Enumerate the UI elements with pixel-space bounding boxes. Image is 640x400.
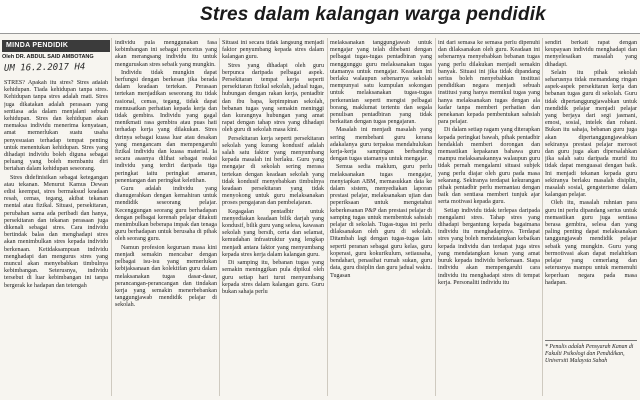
article-paragraph: Masalah ini menjadi masalah yang sering membebani guru kerana adakalanya guru terpaksa mendahulukan kerja-kerja sampingan berbanding dengan tugas utamanya untuk mengajar. [330, 127, 432, 163]
article-paragraph: Individu tidak mungkin dapat berfungsi dengan berkesan jika berada dalam keadaan tertekan. Perasaan tertekan menjadikan seseorang itu tidak rasional, cemas, tegang, tidak dapat memusatkan perhatian kepada kerja dan tidak gembira. Individu yang gagal menikmati rasa gembira atau puas hati terhadap kerja yang dilakukan. Stres dirinya sebagai kuasa luar atau desakan yang mengancam dan mempengaruhi fizikal individu dan kuasa material. Ia secara asasnya dilihat sebagai reaksi individu yang terdiri daripada tiga peringkat iaitu peringkat amaran, penentangan dan peringkat keletihan. [115, 69, 217, 184]
column-divider [542, 38, 543, 396]
author-footnote: * Penulis adalah Pensyarah Kanan di Fakulti Psikologi dan Pendidikan, Universiti Malaysia Sabah [545, 344, 634, 364]
footnote-rule [545, 340, 637, 341]
article-paragraph: Stres didefinisikan sebagai ketegangan atau tekanan. Menurut Kamus Dewan edisi keempat, stres bermaksud keadaan resah, cemas, tegang, akibat tekanan mental atau fizikal. Situasi, persekitaran, perubahan sama ada peribadi dan hanya, persekitaran dan tekanan perasaan juga dikenali sebagai stres. Cara individu bertindak balas dan menghadapi stres akan menimbulkan stres kepada individu berkenaan. Ketidaksampuan individu menghadapi dan mengurus stres yang muncul akan menyebabkan timbulnya kebimbangan. Seterusnya, individu tersebut di luar kebimbangan ini tanpa bergerak ke hadapan dan tetengah [4, 174, 108, 289]
author-byline: Oleh DR. ABDUL SAID AMBOTANG [2, 54, 94, 60]
section-banner: MINDA PENDIDIK [2, 40, 110, 52]
article-paragraph: Situasi ini secara tidak langsung menjadi faktor penyumbang kepada stres dalam kalangan guru. [222, 40, 324, 61]
article-paragraph: ini dari semasa ke semasa perlu dipenuhi dan dilaksanakan oleh guru. Keadaan ini sebenarnya menyebabkan bebanan tugas yang perlu dilakukan menjadi semakin banyak. Situasi ini jika tidak dipandang serius boleh menyebabkan institusi pendidikan negara menjadi sebuah institusi yang hanya memikul tugas yang hanya melaksanakan tugas dengan ala kadar tanpa memberi perhatian dan penekanan kepada pembentukan sahsiah para pelajar. [438, 40, 540, 126]
article-paragraph: Di samping itu, bebanan tugas yang semakin meninggikan pula dipikul oleh guru setiap hari turut menyumbang kepada stres dalam kalangan guru. Guru bukan sahaja perlu [222, 260, 324, 295]
article-column-3 [222, 40, 324, 396]
article-paragraph: STRES? Apakah itu stres? Stres adalah kehidupan. Tiada kehidupan tanpa stres. Kehidupan tanpa stres adalah mati. Stres juga dikatakan adalah perasaan yang sentiasa ada dalam menjalani sebuah kehidupan. Stres dan kehidupan akan memaksa individu menerima kenyataan, amat memerlukan suatu usaha penyesuaian terhadap tempat penting untuk menentukan kehidupan. Stres yang dihadapi individu boleh diguna sebagai peluang yang boleh membantu diri bertahan dalam kehidupan seseorang. [4, 80, 108, 173]
headline-rule [0, 33, 640, 34]
article-paragraph: Guru adalah individu yang dianugerahkan dengan kemahiran untuk mendidik seseorang pelajar. Kecenggungan seorang guru berhadapan dengan pelbagai kerenah pelajar ditakuti menimbulkan beberapa impak dan tenaga guru berhadapan untuk berusaha di pihak oleh seorang guru. [115, 186, 217, 243]
article-column-4 [330, 40, 432, 396]
article-paragraph: Oleh itu, masalah ruhnian para guru ini perlu dipandang serius untuk memastikan guru juga sentiasa berasa gembira, selesa dan yang paling penting dapat melaksanakan tanggungjawab mendidik pelajar sebaik yang mungkin. Guru yang bermotivasi akan dapat melahirkan pelajar yang cemerlang dan seterusnya mampu untuk memenuhi keperluan negara pada masa hadapan. [545, 200, 637, 286]
column-divider [111, 38, 112, 396]
article-paragraph: Setiap individu tidak terlepas daripada mengalami stres. Tahap stres yang dihadapi bergantung kepada bagaimana individu itu menghadapinya. Terdapat stres yang boleh mendatangkan kebaikan kepada individu dan terdapat juga stres yang mendatangkan kesan yang amat buruk kepada individu berkenaan. Siapa individu akan mempengaruhi cara individu itu menghadapi stres di tempat kerja. Personaliti individu itu [438, 207, 540, 286]
column-divider [327, 38, 328, 396]
article-paragraph: Di dalam setiap ragam yang diterapkan kepada peringkat bawah, pihak pentadbir hendaklah memberi dorongan dan memastikan kepakaran bahawa guru mampu melaksanakannya walaupun guru tidak pernah mengalami situasi subjek yang perlu diajar oleh guru pada masa sekarang. Sekiranya terdapat kekurangan pihak pentadbir perlu memantau dengan baik dan sentiasa memberi tunjuk ajar serta motivasi kepada guru. [438, 127, 540, 206]
article-paragraph: melaksanakan tanggungjawab untuk mengajar yang telah dibebani dengan pelbagai tugas-tugas pentadbiran yang menggunggu guru melaksanakan tugas utamanya untuk mengajar. Keadaan ini berlaku walaupun sebenarnya sekolah mempunyai satu kumpulan sokongan untuk melaksanakan tugas-tugas perkeranian seperti mengisi pelbagai borang, maklumat tertentu dan segala penulisan pentadbiran yang tidak berkaitan dengan tugas pengajaran. [330, 40, 432, 126]
handwritten-date: UM 16.2.2017 H4 [3, 62, 86, 74]
column-divider [219, 38, 220, 396]
article-paragraph: Stres yang dihadapi oleh guru berpunca daripada pelbagai aspek. Persekitaran tempat kerja seperti persekitaran fizikal sekolah, jadual tugas, hubungan dengan rakan kerja, pentadbir dan ibu bapa, kepimpinan sekolah, bebanan tugas yang semakin meninggi dan kurangnya hubungan yang amat rapat dengan tahap stres yang dihadapi oleh guru di sekolah masa kini. [222, 62, 324, 134]
article-column-2 [115, 40, 217, 396]
article-column-5 [438, 40, 540, 396]
article-paragraph: Persekitaran kerja seperti persekitaran sekolah yang kurang kondusif adalah salah satu faktor yang menyumbang kepada masalah ini berlaku. Guru yang mengajar di sekolah sering merasa tertekan dengan keadaan sekolah yang tidak kondusif menyebabkan timbulnya keadaan persekitaran yang tidak menyokong untuk guru melaksanakan proses pengajaran dan pembelajaran. [222, 135, 324, 207]
article-paragraph: Kegagalan pentadbir untuk menyediakan keadaan bilik darjah yang kondusif, bilik guru yang selesa, kawasan sekolah yang bersih, ceria dan selamat, kemudahan infrastruktur yang lengkap menjadi antara faktor yang menyumbang kepada stres kerja dalam kalangan guru. [222, 208, 324, 258]
article-paragraph: Namun profesion keguruan masa kini menjadi semakin mencabar dengan pelbagai isu-isu yang memerlukan kebijaksanaan dan kolektifan guru dalam melaksanakan tugas dasar-dasar, perancangan-perancangan dan tindakan kerja yang semakin menerbebankan tanggungjawab mendidik pelajar di sekolah. [115, 244, 217, 309]
article-column-6 [545, 40, 637, 340]
article-headline: Stres dalam kalangan warga pendidik [200, 4, 546, 25]
article-paragraph: Selain itu pihak sekolah seharusnya tidak memandang ringan aspek-aspek persekitaran kerja dan bebanan tugas guru di sekolah. Guru tidak dipertanggungjawabkan untuk mendidik pelajar menjadi pelajar yang berjaya dari segi jasmani, emosi, sosial, intelek dan rohani. Bukan itu sahaja, bebanan guru juga akan dipertanggungjawabkan sekiranya prestasi pelajar merosot dan guru juga akan dipersalahkan jika salah satu daripada murid itu tidak dapat menguasai dengan baik. Ini menjadi tekanan kepada guru sekiranya berlaku masalah disiplin, masalah sosial, gengsterisme dalam kalangan pelajar. [545, 69, 637, 199]
article-paragraph: sendiri berkait rapat dengan keupayaan individu menghadapi dan menyelesaikan masalah yang dihadapi. [545, 40, 637, 68]
column-divider [435, 38, 436, 396]
article-paragraph: Semua sedia maklum, guru perlu melaksanakan tugas mengajar, menyiapkan ABM, memasukkan data ke dalam sistem, menyediakan laporan prestasi pelajar, melaksanakan ujian dan peperiksaan untuk mengetahui keberkesanan P&P dan prestasi pelajar di samping tugas untuk membentuk sahsiah pelajar di sekolah. Tugas-tugas ini perlu dilaksanakan oleh guru di sekolah. Ditambah lagi dengan tugas-tugas lain seperti peranan sebagai guru kelas, guru koperasi, guru kokurikulum, setiausaha, bendahari, penasihat rumah sukan, guru data, guru disiplin dan guru jadual waktu. Tugasan [330, 164, 432, 279]
article-paragraph: individu pula menggunakan fasa kebimbangan ini sebagai pencetus yang akan merangsang individu itu untuk menguruskan stres sebaik yang mungkin. [115, 40, 217, 68]
article-column-1 [4, 80, 108, 396]
